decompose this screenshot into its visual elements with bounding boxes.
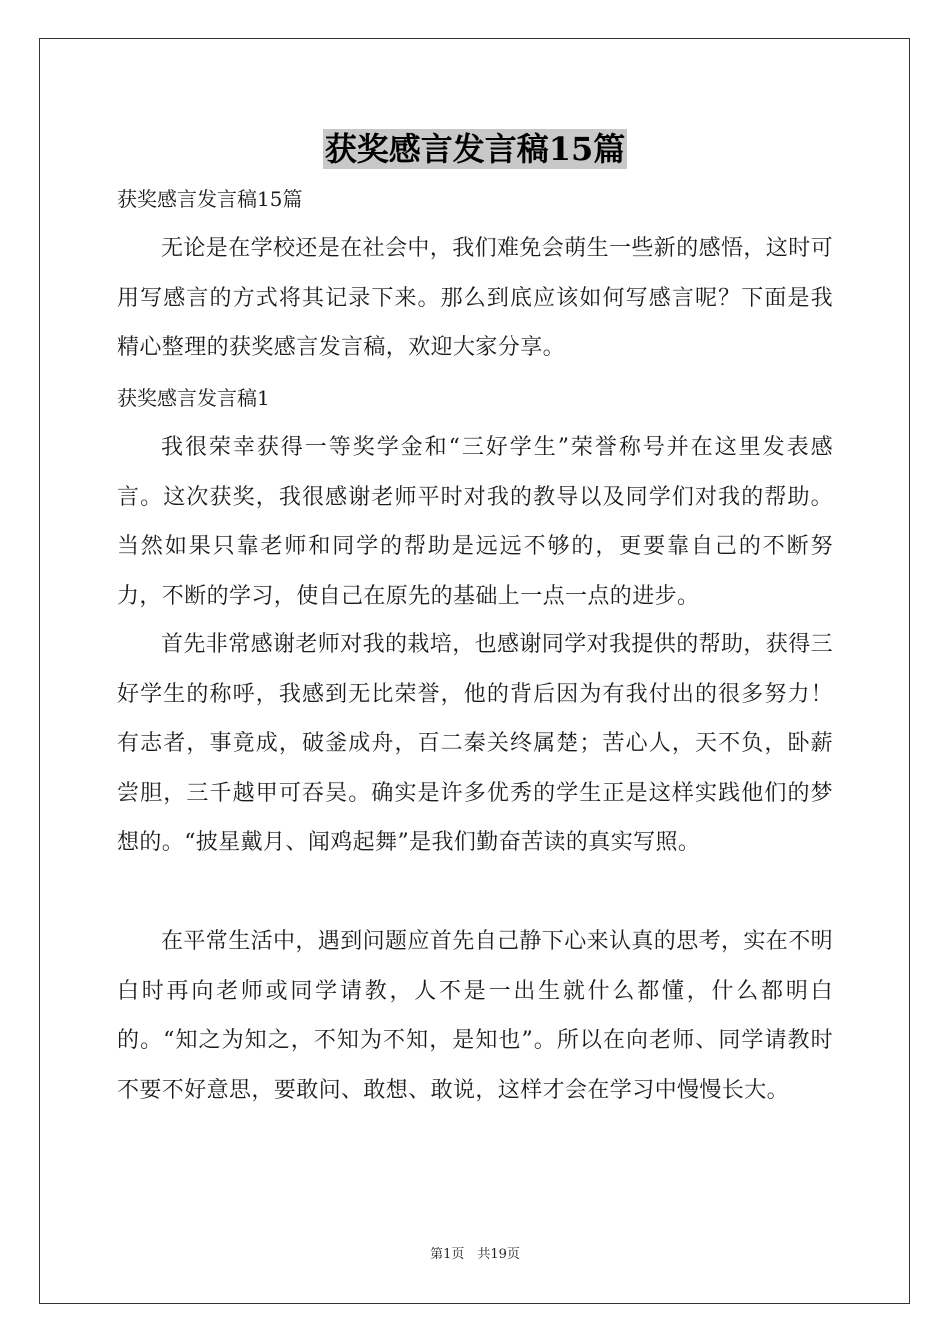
section-heading: 获奖感言发言稿1 — [117, 386, 270, 410]
document-title: 获奖感言发言稿15篇 — [324, 130, 626, 168]
body-paragraph: 我很荣幸获得一等奖学金和“三好学生”荣誉称号并在这里发表感言。这次获奖，我很感谢老师平时对我的教导以及同学们对我的帮助。当然如果只靠老师和同学的帮助是远远不够的，更要靠自己的不断努力，不断的学习，使自己在原先的基础上一点一点的进步。 — [117, 435, 833, 609]
page-number: 第1页 共19页 — [430, 1247, 520, 1262]
title-container — [117, 129, 833, 169]
document-subtitle: 获奖感言发言稿15篇 — [117, 187, 303, 211]
intro-paragraph: 无论是在学校还是在社会中，我们难免会萌生一些新的感悟，这时可用写感言的方式将其记录下来。那么到底应该如何写感言呢？下面是我精心整理的获奖感言发言稿，欢迎大家分享。 — [117, 236, 834, 360]
body-paragraph: 首先非常感谢老师对我的栽培，也感谢同学对我提供的帮助，获得三好学生的称呼，我感到无比荣誉，他的背后因为有我付出的很多努力！有志者，事竟成，破釜成舟，百二秦关终属楚；苦心人，天不负，卧薪尝胆，三千越甲可吞吴。确实是许多优秀的学生正是这样实践他们的梦想的。“披星戴月、闻鸡起舞”是我们勤奋苦读的真实写照。 — [117, 632, 834, 855]
body-paragraph: 在平常生活中，遇到问题应首先自己静下心来认真的思考，实在不明白时再向老师或同学请教，人不是一出生就什么都懂，什么都明白的。“知之为知之，不知为不知，是知也”。所以在向老师、同学请教时不要不好意思，要敢问、敢想、敢说，这样才会在学习中慢慢长大。 — [117, 929, 834, 1103]
